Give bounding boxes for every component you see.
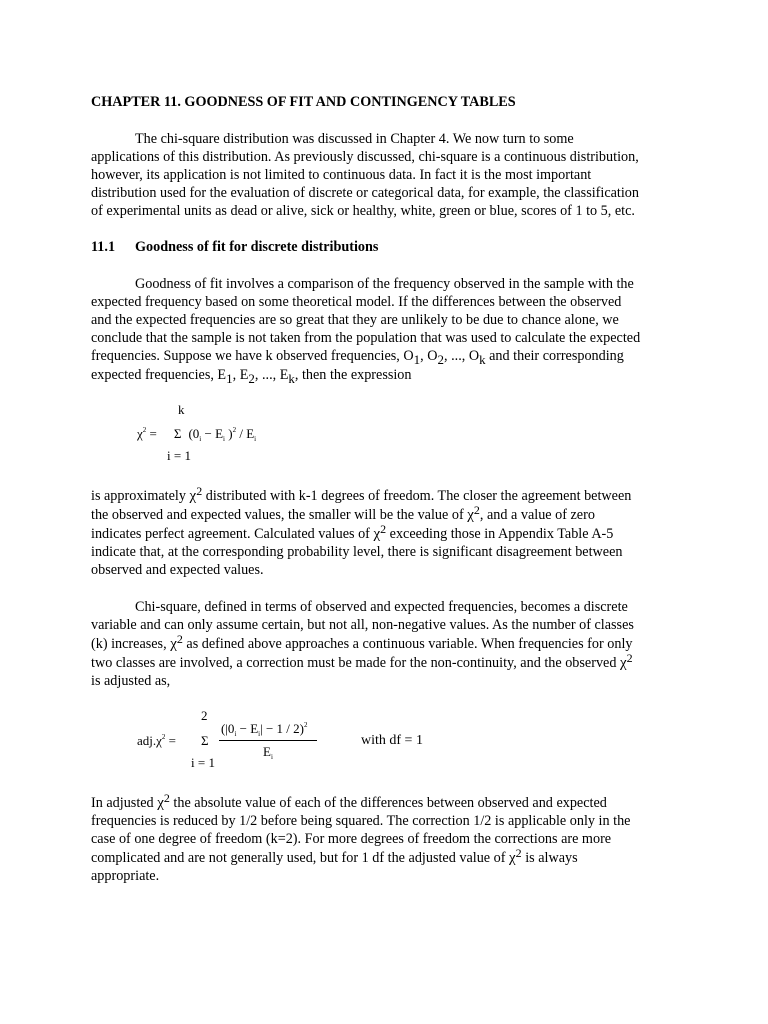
text-line: two classes are involved, a correction must be made for the non-continuity, and the observed $\chi^2$: [91, 651, 633, 671]
formula-lower-limit: i = 1: [167, 448, 191, 463]
text-line: is adjusted as,: [91, 673, 171, 689]
text-line: Goodness of fit involves a comparison of the frequency observed in the sample with the: [135, 276, 634, 292]
text-line: applications of this distribution. As previously discussed, chi-square is a continuous distribution,: [91, 149, 639, 165]
text-line: the observed and expected values, the smaller will be the value of $\chi^2$, and a value of zero: [91, 503, 595, 523]
text-line: of experimental units as dead or alive, sick or healthy, white, green or blue, scores of 1 to 5, etc.: [91, 203, 635, 219]
text-line: expected frequency based on some theoretical model. If the differences between the observed: [91, 294, 622, 310]
text-line: indicates perfect agreement. Calculated values of $\chi^2$ exceeding those in Appendix Table A-5: [91, 522, 614, 542]
text-line: variable and can only assume certain, but not all, non-negative values. As the number of classes: [91, 617, 634, 633]
text-line: observed and expected values.: [91, 562, 264, 578]
text-line: and the expected frequencies are so great that they are unlikely to be due to chance alone, we: [91, 312, 619, 328]
formula-denominator: $E_i$: [263, 744, 273, 761]
text-line: appropriate.: [91, 868, 160, 884]
formula-lhs: $adj.\chi^2$ =: [137, 733, 177, 748]
text-line: (k) increases, $\chi^2$ as defined above approaches a continuous variable. When frequencies for only: [91, 632, 633, 652]
chapter-heading: CHAPTER 11. GOODNESS OF FIT AND CONTINGENCY TABLES: [91, 94, 516, 110]
text-line: case of one degree of freedom (k=2). For more degrees of freedom the corrections are more: [91, 831, 612, 847]
text-line: complicated and are not generally used, but for 1 df the adjusted value of $\chi^2$ is always: [91, 846, 578, 866]
text-line: distribution used for the evaluation of discrete or categorical data, for example, the classification: [91, 185, 639, 201]
text-line: conclude that the sample is not taken from the population that was used to calculate the expected: [91, 330, 641, 346]
text-line: frequencies. Suppose we have k observed frequencies, $O_1$, $O_2$, ..., $O_k$ and their corresponding: [91, 348, 624, 367]
text-line: is approximately $\chi^2$ distributed with k-1 degrees of freedom. The closer the agreement between: [91, 484, 632, 504]
formula-numerator: $(|0_i - E_i| - 1 / 2)^2$: [221, 721, 308, 738]
section-number: 11.1: [91, 239, 116, 255]
formula-upper-limit: 2: [201, 708, 208, 723]
text-line: Chi-square, defined in terms of observed and expected frequencies, becomes a discrete: [135, 599, 628, 615]
text-line: frequencies is reduced by 1/2 before being squared. The correction 1/2 is applicable only in the: [91, 813, 631, 829]
section-title: Goodness of fit for discrete distributions: [135, 239, 379, 255]
formula-upper-limit: k: [178, 402, 185, 417]
formula-lower-limit: i = 1: [191, 755, 215, 770]
text-line: The chi-square distribution was discussed in Chapter 4. We now turn to some: [135, 131, 574, 147]
sigma-symbol: Σ: [201, 733, 209, 748]
text-line: expected frequencies, $E_1$, $E_2$, ..., $E_k$, then the expression: [91, 367, 412, 386]
formula-body: $\chi^2 = \Sigma$ ($0_i - E_i$ )$^2 / E_i$: [137, 426, 257, 443]
text-line: indicate that, at the corresponding probability level, there is significant disagreement between: [91, 544, 623, 560]
text-line: however, its application is not limited to continuous data. In fact it is the most important: [91, 167, 592, 183]
fraction-bar: [219, 740, 317, 741]
text-line: In adjusted $\chi^2$ the absolute value of each of the differences between observed and expected: [91, 791, 607, 811]
degrees-of-freedom-note: with df = 1: [361, 733, 423, 748]
